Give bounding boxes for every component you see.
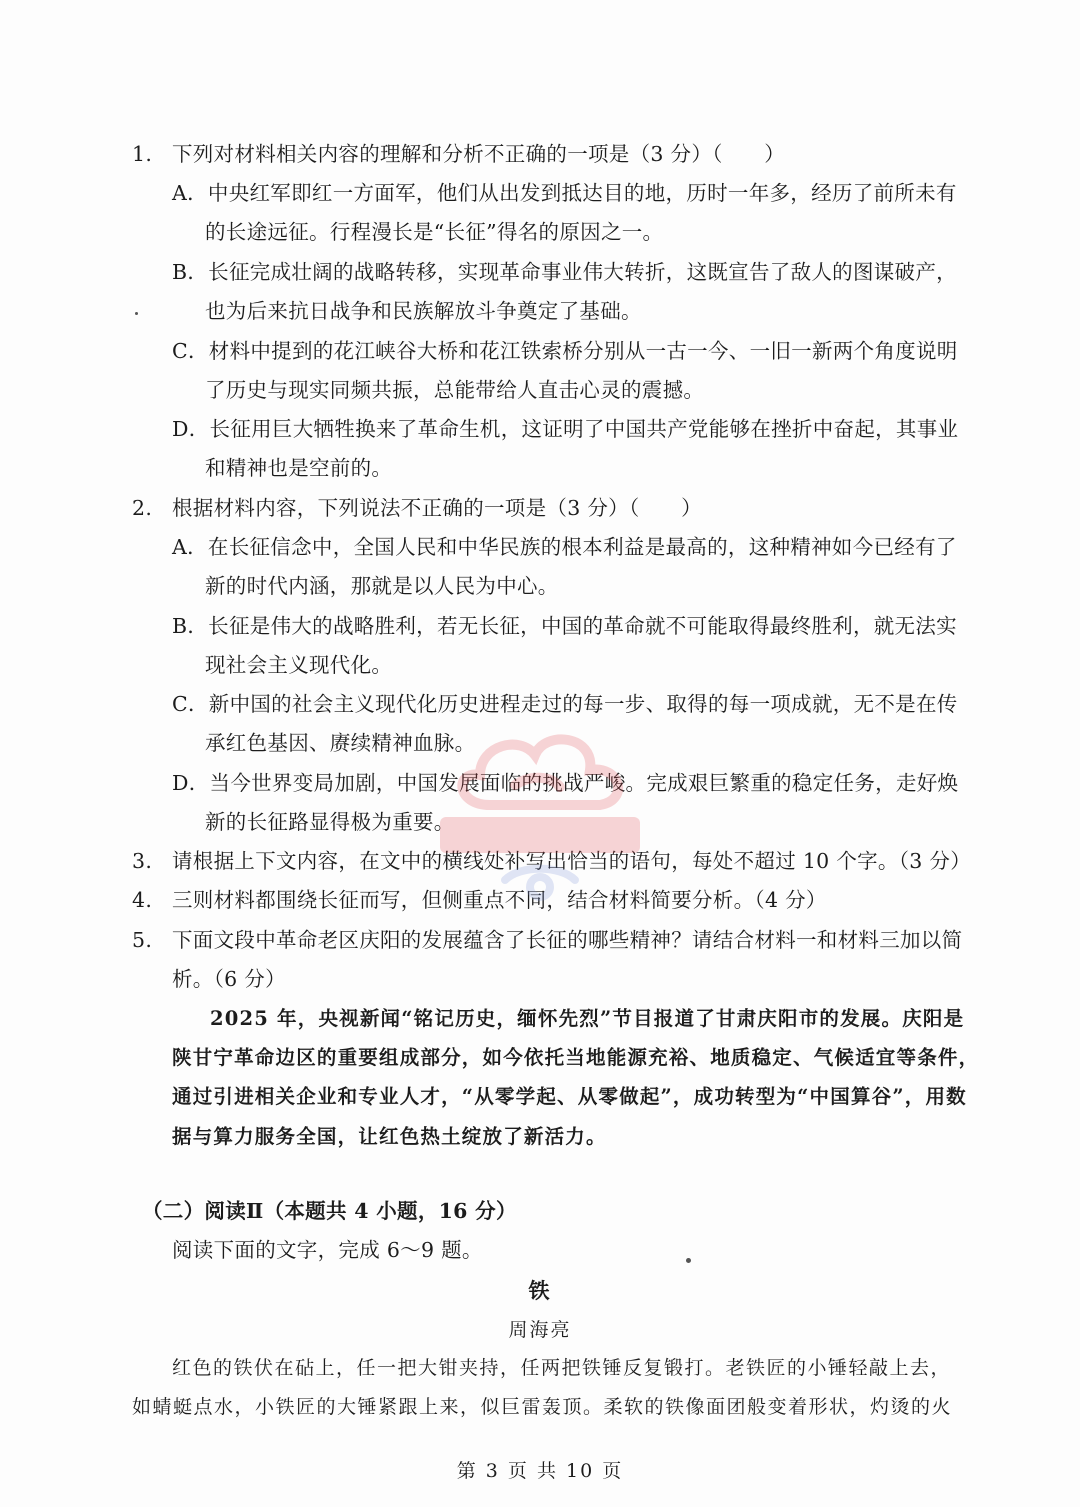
story-line-1: 红色的铁伏在砧上，任一把大钳夹持，任两把铁锤反复锻打。老铁匠的小锤轻敲上去，: [172, 1357, 952, 1379]
question-5-stem-cont: 析。（6 分）: [172, 967, 286, 991]
q1-option-b-line1: B．长征完成壮阔的战略转移，实现革命事业伟大转折，这既宣告了敌人的图谋破产，: [172, 260, 957, 284]
story-author: 周海亮: [508, 1319, 572, 1341]
q1-option-b-line2: 也为后来抗日战争和民族解放斗争奠定了基础。: [205, 299, 642, 323]
story-line-2: 如蜻蜓点水，小铁匠的大锤紧跟上来，似巨雷轰顶。柔软的铁像面团般变着形状，灼烫的火: [132, 1396, 953, 1418]
scan-speck: [686, 1258, 691, 1263]
question-1-stem: 下列对材料相关内容的理解和分析不正确的一项是（3 分）（ ）: [172, 142, 786, 166]
q1-option-a-line2: 的长途远征。行程漫长是“长征”得名的原因之一。: [205, 220, 664, 244]
q2-option-d-line1: D．当今世界变局加剧，中国发展面临的挑战严峻。完成艰巨繁重的稳定任务，走好焕: [172, 771, 959, 795]
q2-option-b-line1: B．长征是伟大的战略胜利，若无长征，中国的革命就不可能取得最终胜利，就无法实: [172, 614, 957, 638]
section-title: （二）阅读Ⅱ（本题共 4 小题，16 分）: [142, 1199, 517, 1223]
passage-line-4: 据与算力服务全国，让红色热土绽放了新活力。: [172, 1125, 607, 1148]
q2-option-a-line2: 新的时代内涵，那就是以人民为中心。: [205, 574, 559, 598]
q1-option-a-line1: A．中央红军即红一方面军，他们从出发到抵达目的地，历时一年多，经历了前所未有: [172, 181, 957, 205]
question-2-number: 2.: [132, 496, 153, 520]
passage-line-1: 2025 年，央视新闻“铭记历史，缅怀先烈”节目报道了甘肃庆阳市的发展。庆阳是: [210, 1007, 965, 1030]
question-4-stem: 三则材料都围绕长征而写，但侧重点不同，结合材料简要分析。（4 分）: [172, 888, 827, 912]
passage-line-2: 陕甘宁革命边区的重要组成部分，如今依托当地能源充裕、地质稳定、气候适宜等条件，: [172, 1046, 980, 1069]
q1-option-d-line2: 和精神也是空前的。: [205, 456, 393, 480]
q2-option-c-line1: C．新中国的社会主义现代化历史进程走过的每一步、取得的每一项成就，无不是在传: [172, 692, 958, 716]
q2-option-c-line2: 承红色基因、赓续精神血脉。: [205, 731, 476, 755]
q2-option-a-line1: A．在长征信念中，全国人民和中华民族的根本利益是最高的，这种精神如今已经有了: [172, 535, 957, 559]
question-5-stem: 下面文段中革命老区庆阳的发展蕴含了长征的哪些精神？请结合材料一和材料三加以简: [172, 928, 963, 952]
question-5-number: 5.: [132, 928, 153, 952]
question-4-number: 4.: [132, 888, 153, 912]
scan-speck: [135, 312, 138, 315]
question-3-stem: 请根据上下文内容，在文中的横线处补写出恰当的语句，每处不超过 10 个字。（3 分）: [172, 849, 972, 873]
passage-line-3: 通过引进相关企业和专业人才，“从零学起、从零做起”，成功转型为“中国算谷”，用数: [172, 1085, 967, 1108]
q1-option-d-line1: D．长征用巨大牺牲换来了革命生机，这证明了中国共产党能够在挫折中奋起，其事业: [172, 417, 959, 441]
question-2-stem: 根据材料内容，下列说法不正确的一项是（3 分）（ ）: [172, 496, 702, 520]
q1-option-c-line2: 了历史与现实同频共振，总能带给人直击心灵的震撼。: [205, 378, 705, 402]
q2-option-d-line2: 新的长征路显得极为重要。: [205, 810, 455, 834]
q1-option-c-line1: C．材料中提到的花江峡谷大桥和花江铁索桥分别从一古一今、一旧一新两个角度说明: [172, 339, 958, 363]
question-3-number: 3.: [132, 849, 153, 873]
question-1-number: 1.: [132, 142, 153, 166]
story-title: 铁: [528, 1278, 552, 1303]
section-instruction: 阅读下面的文字，完成 6～9 题。: [172, 1238, 483, 1262]
q2-option-b-line2: 现社会主义现代化。: [205, 653, 393, 677]
page-footer: 第 3 页 共 10 页: [456, 1460, 624, 1482]
